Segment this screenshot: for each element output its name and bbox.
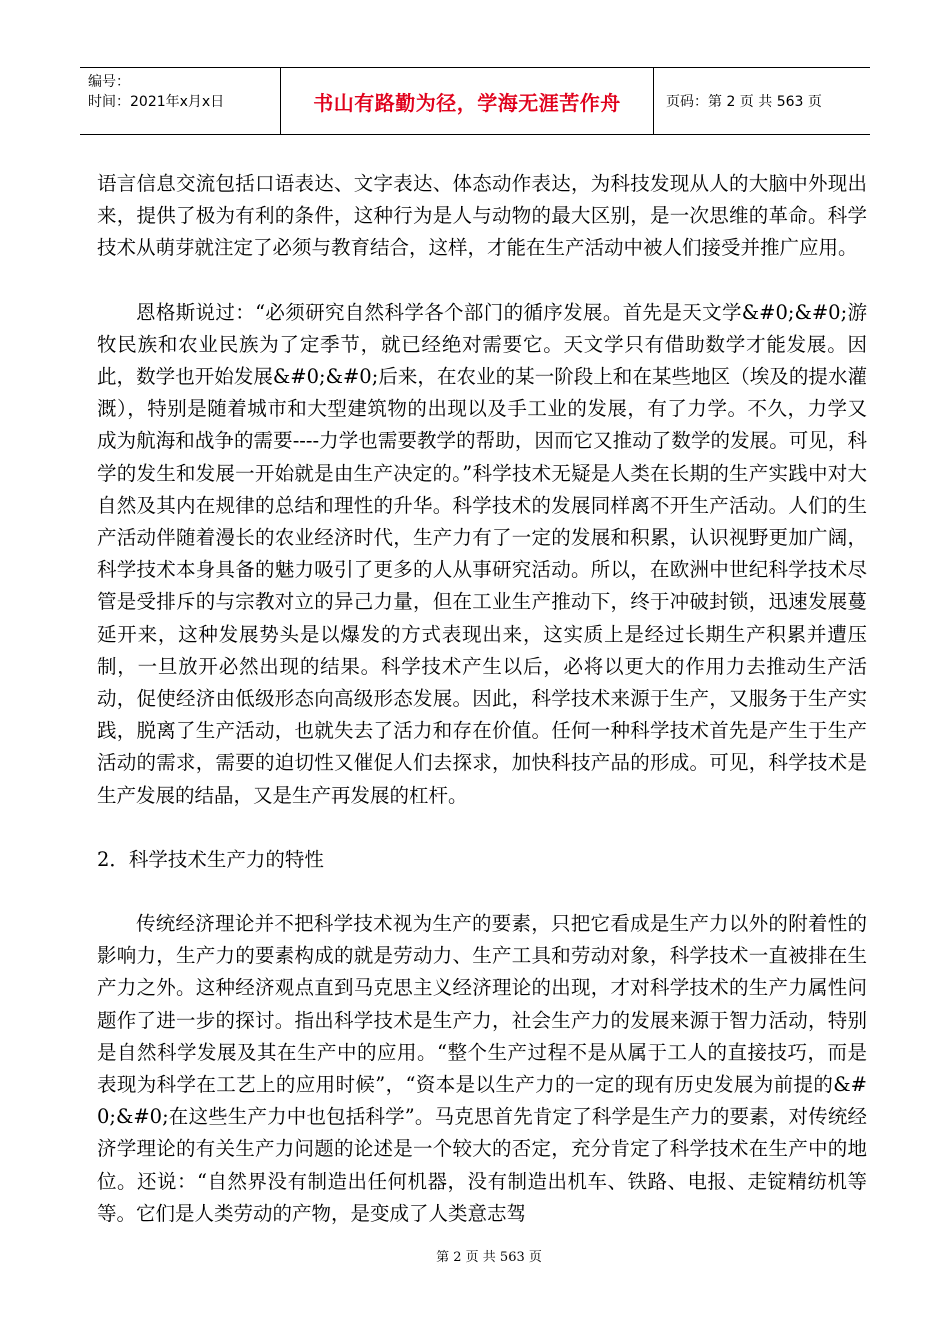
paragraph-1: 语言信息交流包括口语表达、文字表达、体态动作表达，为科技发现从人的大脑中外现出来，提供了极为有利的条件，这种行为是人与动物的最大区别，是一次思维的革命。科学技术从萌芽就注定了必须与教育结合，这样，才能在生产活动中被人们接受并推广应用。 [97,172,867,260]
serial-number-label: 编号： [88,74,130,90]
paragraph-3: 传统经济理论并不把科学技术视为生产的要素，只把它看成是生产力以外的附着性的影响力，生产力的要素构成的就是劳动力、生产工具和劳动对象，科学技术一直被排在生产力之外。这种经济观点直到马克思主义经济理论的出现，才对科学技术的生产力属性问题作了进一步的探讨。指出科学技术是生产力，社会生产力的发展来源于智力活动，特别是自然科学发展及其在生产中的应用。“整个生产过程不是从属于工人的直接技巧，而是表现为科学在工艺上的应用时候”，“资本是以生产力的一定的现有历史发展为前提的&#0;&#0;在这些生产力中也包括科学”。马克思首先肯定了科学是生产力的要素，对传统经济学理论的有关生产力问题的论述是一个较大的否定，充分肯定了科学技术在生产中的地位。还说：“自然界没有制造出任何机器，没有制造出机车、铁路、电报、走锭精纺机等等。它们是人类劳动的产物，是变成了人类意志驾 [97,912,867,1225]
footer-page-number: 第 2 页 共 563 页 [436,1250,542,1265]
paragraph-spacer [97,265,867,297]
motto-text: 书山有路勤为径，学海无涯苦作舟 [313,90,621,115]
section-heading: 2．科学技术生产力的特性 [97,847,324,871]
header-info-cell [80,68,281,134]
page-footer [0,1246,950,1265]
header-page-cell [654,68,870,134]
paragraph-spacer [97,876,867,908]
header-page-number: 页码：第 2 页 共 563 页 [666,94,822,110]
document-body [97,168,867,1230]
paragraph-2: 恩格斯说过：“必须研究自然科学各个部门的循序发展。首先是天文学&#0;&#0;游牧民族和农业民族为了定季节，就已经绝对需要它。天文学只有借助数学才能发展。因此，数学也开始发展&#0;&#0;后来，在农业的某一阶段上和在某些地区（埃及的提水灌溉），特别是随着城市和大型建筑物的出现以及手工业的发展，有了力学。不久，力学又成为航海和战争的需要----力学也需要教学的帮助，因而它又推动了数学的发展。可见，科学的发生和发展一开始就是由生产决定的。”科学技术无疑是人类在长期的生产实践中对大自然及其内在规律的总结和理性的升华。科学技术的发展同样离不开生产活动。人们的生产活动伴随着漫长的农业经济时代，生产力有了一定的发展和积累，认识视野更加广阔，科学技术本身具备的魅力吸引了更多的人从事研究活动。所以，在欧洲中世纪科学技术尽管是受排斥的与宗教对立的异己力量，但在工业生产推动下，终于冲破封锁，迅速发展蔓延开来，这种发展势头是以爆发的方式表现出来，这实质上是经过长期生产积累并遭压制，一旦放开必然出现的结果。科学技术产生以后，必将以更大的作用力去推动生产活动，促使经济由低级形态向高级形态发展。因此，科学技术来源于生产，又服务于生产实践，脱离了生产活动，也就失去了活力和存在价值。任何一种科学技术首先是产生于生产活动的需求，需要的迫切性又催促人们去探求，加快科技产品的形成。可见，科学技术是生产发展的结晶，又是生产再发展的杠杆。 [97,300,867,807]
date-label: 时间：2021年x月x日 [88,94,225,110]
page-header [80,67,870,135]
paragraph-spacer [97,812,867,844]
header-motto-cell [281,68,654,134]
